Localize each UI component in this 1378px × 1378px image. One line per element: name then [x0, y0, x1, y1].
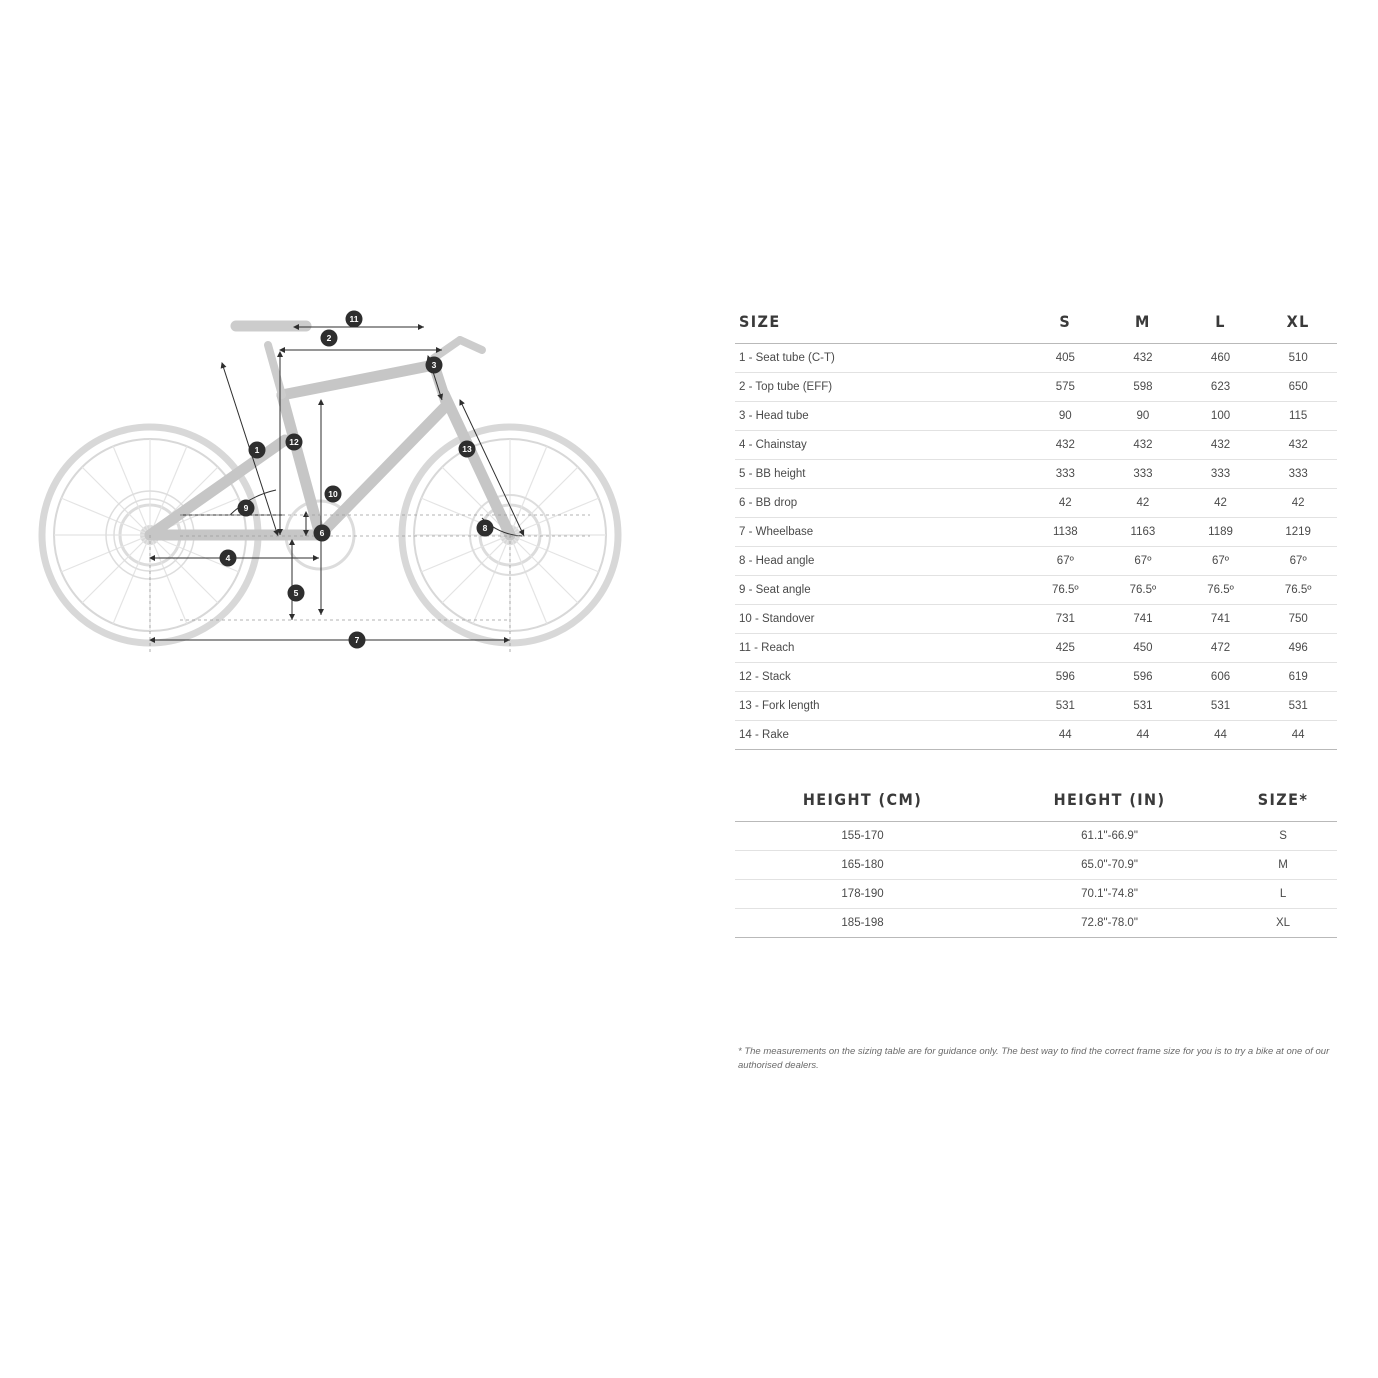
height-header-size: SIZE*: [1229, 790, 1337, 822]
table-row: [735, 576, 1337, 605]
row-value-s: 76.5º: [1027, 576, 1105, 605]
row-value-l: 67º: [1182, 547, 1260, 576]
table-row: [735, 822, 1337, 851]
row-value-m: 44: [1104, 721, 1182, 750]
height-size: M: [1229, 851, 1337, 880]
height-header-cm: HEIGHT (CM): [735, 790, 990, 822]
callout-11: [346, 311, 363, 328]
row-value-xl: 67º: [1259, 547, 1337, 576]
row-value-s: 44: [1027, 721, 1105, 750]
row-value-s: 531: [1027, 692, 1105, 721]
svg-text:8: 8: [482, 523, 488, 533]
height-size: XL: [1229, 909, 1337, 938]
geometry-header-m: M: [1104, 312, 1182, 344]
table-row: [735, 605, 1337, 634]
row-value-l: 100: [1182, 402, 1260, 431]
row-label: 3 - Head tube: [735, 402, 1027, 431]
row-value-xl: 650: [1259, 373, 1337, 402]
table-row: [735, 402, 1337, 431]
callout-10: [325, 486, 342, 503]
row-value-l: 44: [1182, 721, 1260, 750]
svg-text:3: 3: [431, 360, 437, 370]
row-value-s: 596: [1027, 663, 1105, 692]
svg-text:5: 5: [293, 588, 299, 598]
row-value-m: 432: [1104, 344, 1182, 373]
table-row: [735, 721, 1337, 750]
row-label: 4 - Chainstay: [735, 431, 1027, 460]
row-label: 10 - Standover: [735, 605, 1027, 634]
callout-8: [477, 520, 494, 537]
callout-5: [288, 585, 305, 602]
table-row: [735, 431, 1337, 460]
bike-geometry-diagram: [30, 290, 660, 680]
row-label: 8 - Head angle: [735, 547, 1027, 576]
table-row: [735, 518, 1337, 547]
callout-2: [321, 330, 338, 347]
row-value-l: 460: [1182, 344, 1260, 373]
geometry-table-header-row: [735, 312, 1337, 344]
svg-text:4: 4: [225, 553, 231, 563]
height-size: S: [1229, 822, 1337, 851]
svg-text:1: 1: [254, 445, 260, 455]
row-value-m: 1163: [1104, 518, 1182, 547]
row-value-xl: 1219: [1259, 518, 1337, 547]
svg-text:12: 12: [289, 437, 299, 447]
bike-frame: [150, 365, 510, 535]
svg-text:10: 10: [328, 489, 338, 499]
svg-text:6: 6: [319, 528, 325, 538]
row-value-s: 425: [1027, 634, 1105, 663]
sizing-footnote: * The measurements on the sizing table are for guidance only. The best way to find the correct frame size for you is to try a bike at one of our authorised dealers.: [738, 1046, 1330, 1072]
height-in: 65.0"-70.9": [990, 851, 1229, 880]
row-label: 6 - BB drop: [735, 489, 1027, 518]
row-value-l: 1189: [1182, 518, 1260, 547]
table-row: [735, 489, 1337, 518]
row-value-m: 741: [1104, 605, 1182, 634]
svg-text:9: 9: [243, 503, 249, 513]
row-value-s: 67º: [1027, 547, 1105, 576]
row-label: 9 - Seat angle: [735, 576, 1027, 605]
row-label: 12 - Stack: [735, 663, 1027, 692]
diagram-callouts: [220, 311, 494, 649]
callout-12: [286, 434, 303, 451]
row-value-s: 333: [1027, 460, 1105, 489]
row-value-l: 623: [1182, 373, 1260, 402]
geometry-table: [735, 312, 1337, 750]
height-cm: 185-198: [735, 909, 990, 938]
table-row: [735, 692, 1337, 721]
height-in: 70.1"-74.8": [990, 880, 1229, 909]
table-row: [735, 344, 1337, 373]
callout-6: [314, 525, 331, 542]
row-value-xl: 42: [1259, 489, 1337, 518]
row-value-m: 90: [1104, 402, 1182, 431]
table-row: [735, 851, 1337, 880]
row-value-m: 596: [1104, 663, 1182, 692]
height-in: 72.8"-78.0": [990, 909, 1229, 938]
geometry-header-size: SIZE: [735, 312, 1027, 344]
row-value-xl: 44: [1259, 721, 1337, 750]
table-row: [735, 663, 1337, 692]
row-value-s: 42: [1027, 489, 1105, 518]
svg-text:11: 11: [349, 314, 359, 324]
height-table-header-row: [735, 790, 1337, 822]
svg-text:13: 13: [462, 444, 472, 454]
row-value-m: 450: [1104, 634, 1182, 663]
height-cm: 155-170: [735, 822, 990, 851]
callout-1: [249, 442, 266, 459]
row-value-l: 741: [1182, 605, 1260, 634]
row-value-m: 42: [1104, 489, 1182, 518]
callout-9: [238, 500, 255, 517]
table-row: [735, 909, 1337, 938]
row-label: 7 - Wheelbase: [735, 518, 1027, 547]
row-value-l: 333: [1182, 460, 1260, 489]
height-in: 61.1"-66.9": [990, 822, 1229, 851]
row-value-m: 67º: [1104, 547, 1182, 576]
row-value-l: 42: [1182, 489, 1260, 518]
row-value-l: 606: [1182, 663, 1260, 692]
height-size: L: [1229, 880, 1337, 909]
row-value-xl: 115: [1259, 402, 1337, 431]
row-value-m: 432: [1104, 431, 1182, 460]
row-value-m: 76.5º: [1104, 576, 1182, 605]
row-value-xl: 750: [1259, 605, 1337, 634]
height-cm: 165-180: [735, 851, 990, 880]
row-value-l: 76.5º: [1182, 576, 1260, 605]
row-value-s: 1138: [1027, 518, 1105, 547]
row-value-l: 472: [1182, 634, 1260, 663]
table-row: [735, 547, 1337, 576]
callout-3: [426, 357, 443, 374]
table-row: [735, 373, 1337, 402]
row-label: 13 - Fork length: [735, 692, 1027, 721]
row-value-xl: 432: [1259, 431, 1337, 460]
row-label: 14 - Rake: [735, 721, 1027, 750]
row-value-xl: 510: [1259, 344, 1337, 373]
row-value-s: 90: [1027, 402, 1105, 431]
callout-13: [459, 441, 476, 458]
row-value-m: 333: [1104, 460, 1182, 489]
row-value-xl: 333: [1259, 460, 1337, 489]
row-label: 2 - Top tube (EFF): [735, 373, 1027, 402]
table-row: [735, 634, 1337, 663]
table-row: [735, 460, 1337, 489]
row-value-xl: 76.5º: [1259, 576, 1337, 605]
table-row: [735, 880, 1337, 909]
height-header-in: HEIGHT (IN): [990, 790, 1229, 822]
svg-text:7: 7: [354, 635, 360, 645]
geometry-header-xl: XL: [1259, 312, 1337, 344]
row-value-s: 405: [1027, 344, 1105, 373]
rider-height-size-table: [735, 790, 1337, 938]
svg-text:2: 2: [326, 333, 332, 343]
row-value-xl: 496: [1259, 634, 1337, 663]
row-value-l: 432: [1182, 431, 1260, 460]
row-value-s: 731: [1027, 605, 1105, 634]
row-label: 11 - Reach: [735, 634, 1027, 663]
geometry-header-s: S: [1027, 312, 1105, 344]
row-value-s: 575: [1027, 373, 1105, 402]
row-value-l: 531: [1182, 692, 1260, 721]
geometry-header-l: L: [1182, 312, 1260, 344]
row-label: 1 - Seat tube (C-T): [735, 344, 1027, 373]
height-cm: 178-190: [735, 880, 990, 909]
row-value-s: 432: [1027, 431, 1105, 460]
row-value-m: 598: [1104, 373, 1182, 402]
row-value-m: 531: [1104, 692, 1182, 721]
row-label: 5 - BB height: [735, 460, 1027, 489]
row-value-xl: 531: [1259, 692, 1337, 721]
row-value-xl: 619: [1259, 663, 1337, 692]
callout-4: [220, 550, 237, 567]
callout-7: [349, 632, 366, 649]
